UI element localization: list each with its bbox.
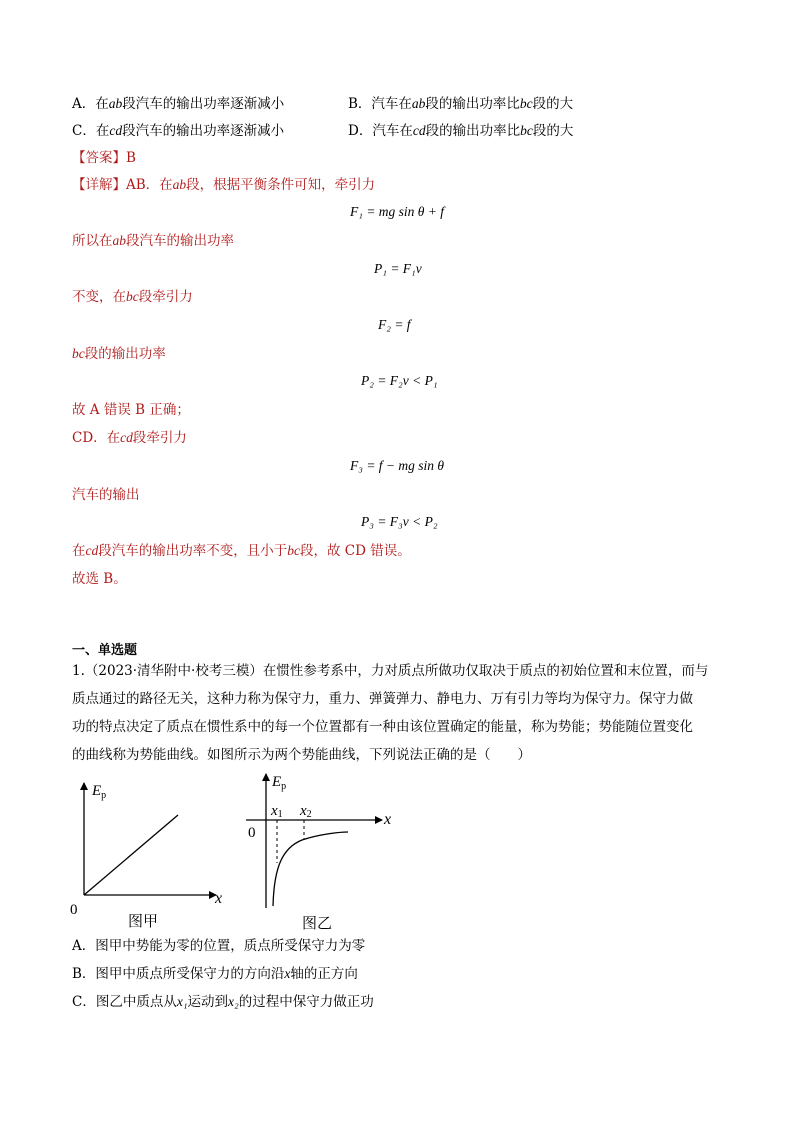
option-a-prev: A．在ab段汽车的输出功率逐渐减小 [72, 96, 285, 112]
section-title: 一、单选题 [72, 643, 138, 658]
x-axis-label: x [215, 890, 223, 907]
equation-4: P₂ = F₂v < P₁ [361, 373, 438, 388]
origin-label: 0 [248, 825, 256, 841]
equation-5: F₃ = f − mg sin θ [350, 458, 445, 473]
equation-1: F₁ = mg sin θ + f [350, 204, 445, 219]
caption-jia: 图甲 [128, 914, 159, 930]
detail-line-5: 故 A 错误 B 正确； [72, 402, 190, 418]
answer-label: 【答案】 [72, 150, 126, 166]
equation-3: F₂ = f [378, 317, 411, 332]
option-d-prev: D．汽车在cd段的输出功率比bc段的大 [348, 123, 574, 139]
detail-line-1: 【详解】AB．在ab段，根据平衡条件可知，牵引力 [72, 177, 376, 193]
detail-line-6: CD．在cd段牵引力 [72, 430, 187, 446]
equation-6: P₃ = F₃v < P₂ [361, 514, 438, 529]
figure-jia [66, 775, 236, 935]
detail-line-4: bc段的输出功率 [72, 346, 166, 362]
question-source: （2023·清华附中·校考三模） [84, 663, 263, 679]
y-axis-label: $E_p$ [272, 774, 287, 792]
figure-yi [240, 768, 400, 938]
linear-curve [84, 815, 178, 895]
caption-yi: 图乙 [302, 916, 333, 932]
equation-2: P₁ = F₁v [374, 261, 422, 276]
detail-line-8: 在cd段汽车的输出功率不变，且小于bc段，故 CD 错误。 [72, 543, 411, 559]
detail-line-7: 汽车的输出 [72, 487, 140, 503]
detail-line-9: 故选 B。 [72, 571, 127, 587]
x2-label: x2 [300, 803, 312, 820]
question-number: 1. [72, 663, 85, 679]
answer-line [72, 149, 136, 167]
question-line-4: 的曲线称为势能曲线。如图所示为两个势能曲线，下列说法正确的是（ ） [72, 747, 531, 763]
potential-curve [273, 832, 348, 906]
detail-line-2: 所以在ab段汽车的输出功率 [72, 233, 234, 249]
answer-value: B [126, 150, 136, 166]
y-axis-label: $E_p$ [92, 783, 107, 801]
detail-line-3: 不变，在bc段牵引力 [72, 289, 193, 305]
option-b: B．图甲中质点所受保守力的方向沿x轴的正方向 [72, 966, 358, 982]
option-a: A．图甲中势能为零的位置，质点所受保守力为零 [72, 938, 366, 954]
x-axis-label: x [384, 811, 392, 828]
option-b-prev: B．汽车在ab段的输出功率比bc段的大 [348, 96, 574, 112]
x1-label: x1 [271, 803, 283, 820]
option-c-prev: C．在cd段汽车的输出功率逐渐减小 [72, 123, 285, 139]
question-line-2: 质点通过的路径无关，这种力称为保守力，重力、弹簧弹力、静电力、万有引力等均为保守力。保守力做 [72, 691, 693, 707]
origin-label: 0 [70, 902, 78, 918]
option-c: C．图乙中质点从x₁运动到x₂的过程中保守力做正功 [72, 994, 374, 1010]
question-line-3: 功的特点决定了质点在惯性系中的每一个位置都有一种由该位置确定的能量，称为势能；势能随位置变化 [72, 719, 693, 735]
question-line-1: 1.（2023·清华附中·校考三模）在惯性参考系中，力对质点所做功仅取决于质点的初始位置和末位置，而与 [72, 663, 709, 679]
